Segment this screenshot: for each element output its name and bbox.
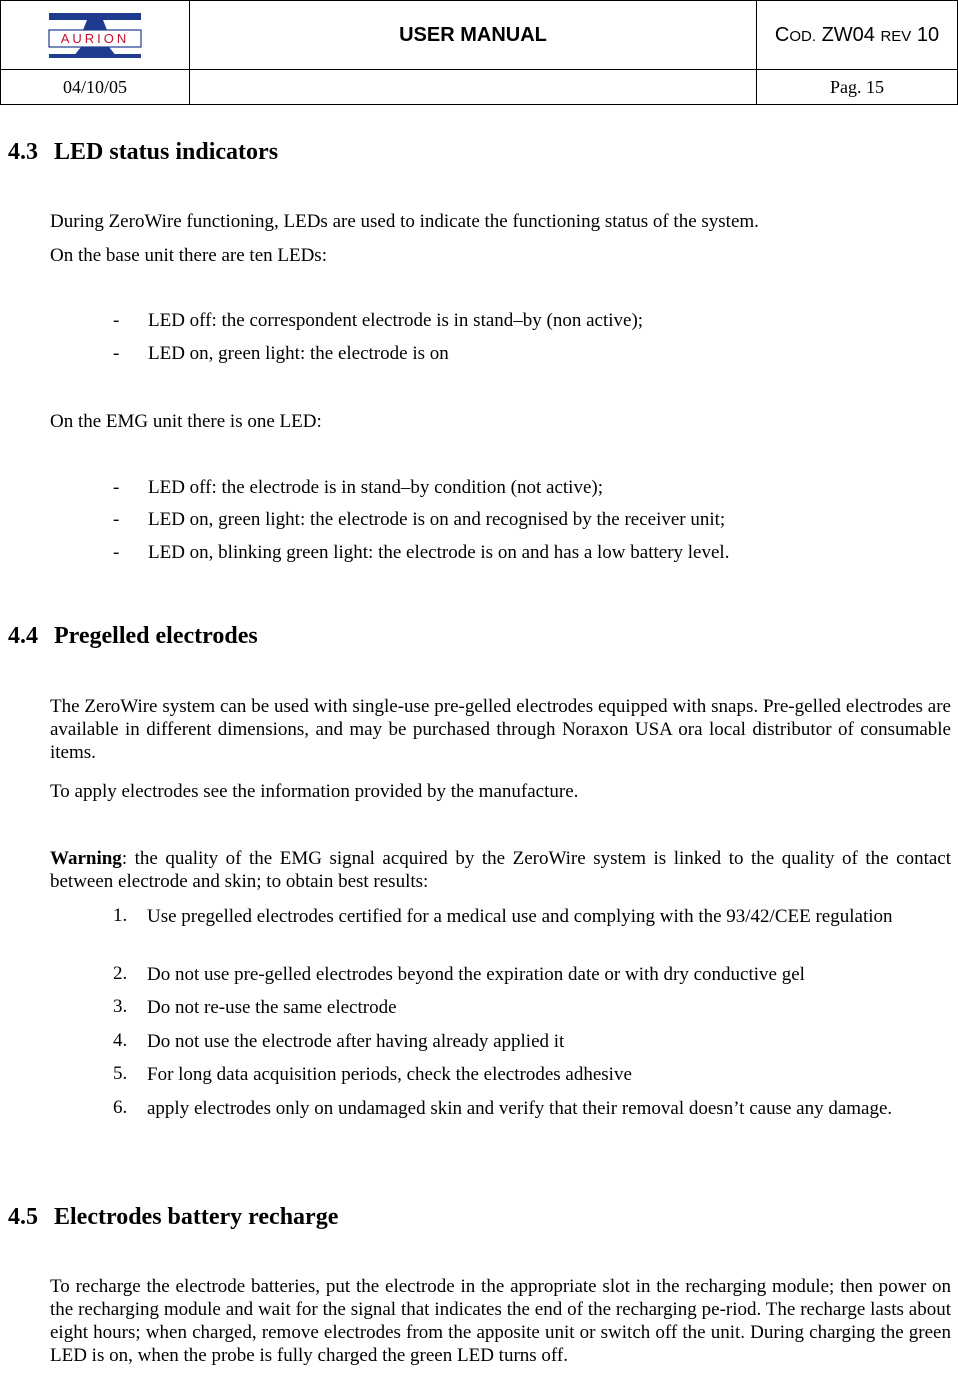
list-item: For long data acquisition periods, check the electrodes adhesive (147, 1064, 632, 1085)
list-item: LED off: the electrode is in stand–by condition (not active); (148, 477, 603, 498)
list-bullet: - (113, 542, 120, 563)
list-number: 2. (113, 963, 128, 984)
list-item: Do not use the electrode after having already applied it (147, 1031, 565, 1052)
section-number: 4.4 (8, 623, 38, 649)
list-bullet: - (113, 477, 120, 498)
list-bullet: - (113, 310, 120, 331)
paragraph: On the EMG unit there is one LED: (50, 411, 322, 432)
warning-text: : the quality of the EMG signal acquired by the ZeroWire system is linked to the quality of the contact between electrode and skin; to obtain best results: (50, 848, 951, 892)
list-number: 5. (113, 1063, 128, 1084)
list-item: apply electrodes only on undamaged skin and verify that their removal doesn’t cause any damage. (147, 1098, 893, 1119)
warning-label: Warning (50, 848, 122, 869)
list-item: Use pregelled electrodes certified for a medical use and complying with the 93/42/CEE regulation (147, 906, 893, 927)
paragraph: To recharge the electrode batteries, put the electrode in the appropriate slot in the recharging module; then power on the recharging module and wait for the signal that indicates the end of the recharging pe-riod. The recharge lasts about eight hours; when charged, remove electrodes from the apposite unit or switch off the unit. During charging the green LED is on, when the probe is fully charged the green LED turns off. (50, 1276, 951, 1366)
document-code: COD. ZW04 REV 10 (757, 1, 958, 70)
list-bullet: - (113, 509, 120, 530)
section-number: 4.5 (8, 1204, 38, 1230)
paragraph: To apply electrodes see the information provided by the manufacture. (50, 781, 579, 802)
list-item: LED on, green light: the electrode is on (148, 343, 449, 364)
manual-title: USER MANUAL (190, 1, 757, 70)
list-number: 3. (113, 996, 128, 1017)
section-title: LED status indicators (54, 139, 279, 165)
section-heading-4-5 (8, 1204, 338, 1231)
list-number: 6. (113, 1097, 128, 1118)
paragraph: The ZeroWire system can be used with single-use pre-gelled electrodes equipped with snaps. Pre-gelled electrodes are available in different dimensions, and may be purchased through Noraxon USA ora local distributor of consumable items. (50, 696, 951, 763)
logo-cell (1, 1, 190, 70)
list-item: LED on, blinking green light: the electrode is on and has a low battery level. (148, 542, 730, 563)
page-number: Pag. 15 (757, 70, 958, 105)
section-title: Pregelled electrodes (54, 623, 258, 649)
list-item: LED off: the correspondent electrode is in stand–by (non active); (148, 310, 644, 331)
document-date: 04/10/05 (1, 70, 190, 105)
svg-text:AURION: AURION (60, 31, 130, 46)
section-heading-4-3 (8, 139, 278, 166)
warning-paragraph (50, 847, 951, 893)
header-empty-cell (190, 70, 757, 105)
list-item: LED on, green light: the electrode is on and recognised by the receiver unit; (148, 509, 726, 530)
list-item: Do not use pre-gelled electrodes beyond the expiration date or with dry conductive gel (147, 964, 805, 985)
document-header (0, 0, 958, 104)
section-title: Electrodes battery recharge (54, 1204, 339, 1230)
aurion-logo (47, 10, 143, 60)
list-number: 1. (113, 905, 128, 926)
list-number: 4. (113, 1030, 128, 1051)
section-number: 4.3 (8, 139, 38, 165)
paragraph: During ZeroWire functioning, LEDs are used to indicate the functioning status of the system. (50, 211, 759, 232)
list-bullet: - (113, 343, 120, 364)
section-heading-4-4 (8, 623, 258, 650)
paragraph: On the base unit there are ten LEDs: (50, 245, 327, 266)
list-item: Do not re-use the same electrode (147, 997, 397, 1018)
